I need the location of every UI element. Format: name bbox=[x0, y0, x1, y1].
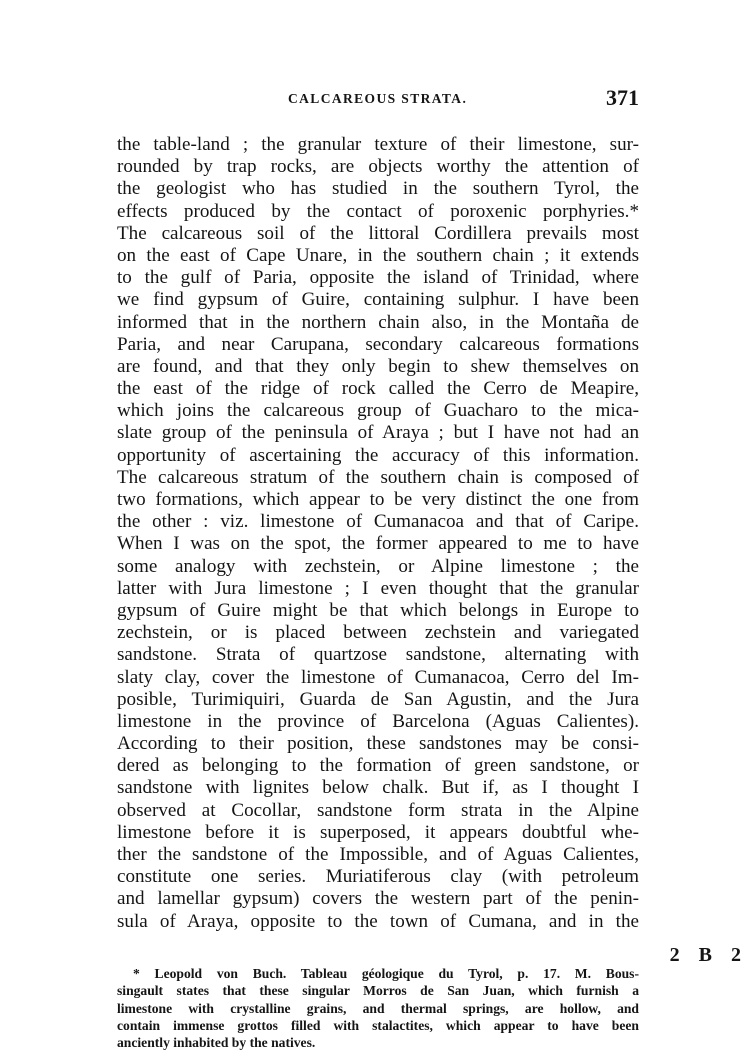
body-line: slate group of the peninsula of Araya ; but I have not had an bbox=[117, 422, 639, 444]
body-line: to the gulf of Paria, opposite the island of Trinidad, where bbox=[117, 267, 639, 289]
body-line: the other : viz. limestone of Cumanacoa and that of Caripe. bbox=[117, 511, 639, 533]
body-line: posible, Turimiquiri, Guarda de San Agustin, and the Jura bbox=[117, 688, 639, 710]
body-line: According to their position, these sandstones may be consi- bbox=[117, 733, 639, 755]
page-number: 371 bbox=[606, 85, 639, 110]
body-line: rounded by trap rocks, are objects worthy the attention of bbox=[117, 156, 639, 178]
body-line: effects produced by the contact of poroxenic porphyries.* bbox=[117, 200, 639, 222]
body-line: dered as belonging to the formation of green sandstone, or bbox=[117, 755, 639, 777]
footnote-line: contain immense grottos filled with stalactites, which appear to have been bbox=[117, 1017, 639, 1033]
footnotes bbox=[117, 965, 639, 1052]
signature-mark: 2 B 2 bbox=[669, 944, 748, 966]
body-line: sandstone with lignites below chalk. But if, as I thought I bbox=[117, 777, 639, 799]
body-line: limestone before it is superposed, it appears doubtful whe- bbox=[117, 821, 639, 843]
body-line: which joins the calcareous group of Guacharo to the mica- bbox=[117, 400, 639, 422]
body-line: are found, and that they only begin to shew themselves on bbox=[117, 355, 639, 377]
footnote-line: anciently inhabited by the natives. bbox=[117, 1035, 316, 1051]
body-line: observed at Cocollar, sandstone form strata in the Alpine bbox=[117, 799, 639, 821]
body-line: and lamellar gypsum) covers the western part of the penin- bbox=[117, 888, 639, 910]
body-line: the geologist who has studied in the southern Tyrol, the bbox=[117, 178, 639, 200]
footnote-line: singault states that these singular Morros de San Juan, which furnish a bbox=[117, 983, 639, 999]
body-line: zechstein, or is placed between zechstein and variegated bbox=[117, 622, 639, 644]
body-line: the table-land ; the granular texture of their limestone, sur- bbox=[117, 134, 639, 155]
body-line: opportunity of ascertaining the accuracy of this information. bbox=[117, 444, 639, 466]
body-line: When I was on the spot, the former appeared to me to have bbox=[117, 533, 639, 555]
body-line: sandstone. Strata of quartzose sandstone, alternating with bbox=[117, 644, 639, 666]
body-line: two formations, which appear to be very distinct the one from bbox=[117, 489, 639, 510]
book-page bbox=[117, 86, 639, 1052]
body-line: The calcareous soil of the littoral Cordillera prevails most bbox=[117, 222, 639, 244]
body-line: Paria, and near Carupana, secondary calcareous formations bbox=[117, 333, 639, 355]
body-line: some analogy with zechstein, or Alpine limestone ; the bbox=[117, 555, 639, 577]
footnote-line: limestone with crystalline grains, and thermal springs, are hollow, and bbox=[117, 1000, 639, 1016]
running-head: CALCAREOUS STRATA. bbox=[288, 91, 468, 106]
body-line: sula of Araya, opposite to the town of Cumana, and in the bbox=[117, 910, 639, 932]
body-line: informed that in the northern chain also, in the Montaña de bbox=[117, 311, 639, 333]
body-line: The calcareous stratum of the southern chain is composed of bbox=[117, 466, 639, 488]
body-line: the east of the ridge of rock called the Cerro de Meapire, bbox=[117, 378, 639, 400]
body-line: gypsum of Guire might be that which belongs in Europe to bbox=[117, 599, 639, 621]
body-line: limestone in the province of Barcelona (Aguas Calientes). bbox=[117, 710, 639, 732]
body-line: latter with Jura limestone ; I even thought that the granular bbox=[117, 577, 639, 599]
body-text bbox=[117, 134, 639, 933]
body-line: we find gypsum of Guire, containing sulphur. I have been bbox=[117, 289, 639, 311]
page-header bbox=[117, 86, 639, 116]
body-line: constitute one series. Muriatiferous clay (with petroleum bbox=[117, 866, 639, 888]
body-line: slaty clay, cover the limestone of Cumanacoa, Cerro del Im- bbox=[117, 666, 639, 688]
body-line: ther the sandstone of the Impossible, and of Aguas Calientes, bbox=[117, 844, 639, 865]
body-line: on the east of Cape Unare, in the southern chain ; it extends bbox=[117, 244, 639, 266]
footnote-line: * Leopold von Buch. Tableau géologique du Tyrol, p. 17. M. Bous- bbox=[133, 965, 639, 981]
